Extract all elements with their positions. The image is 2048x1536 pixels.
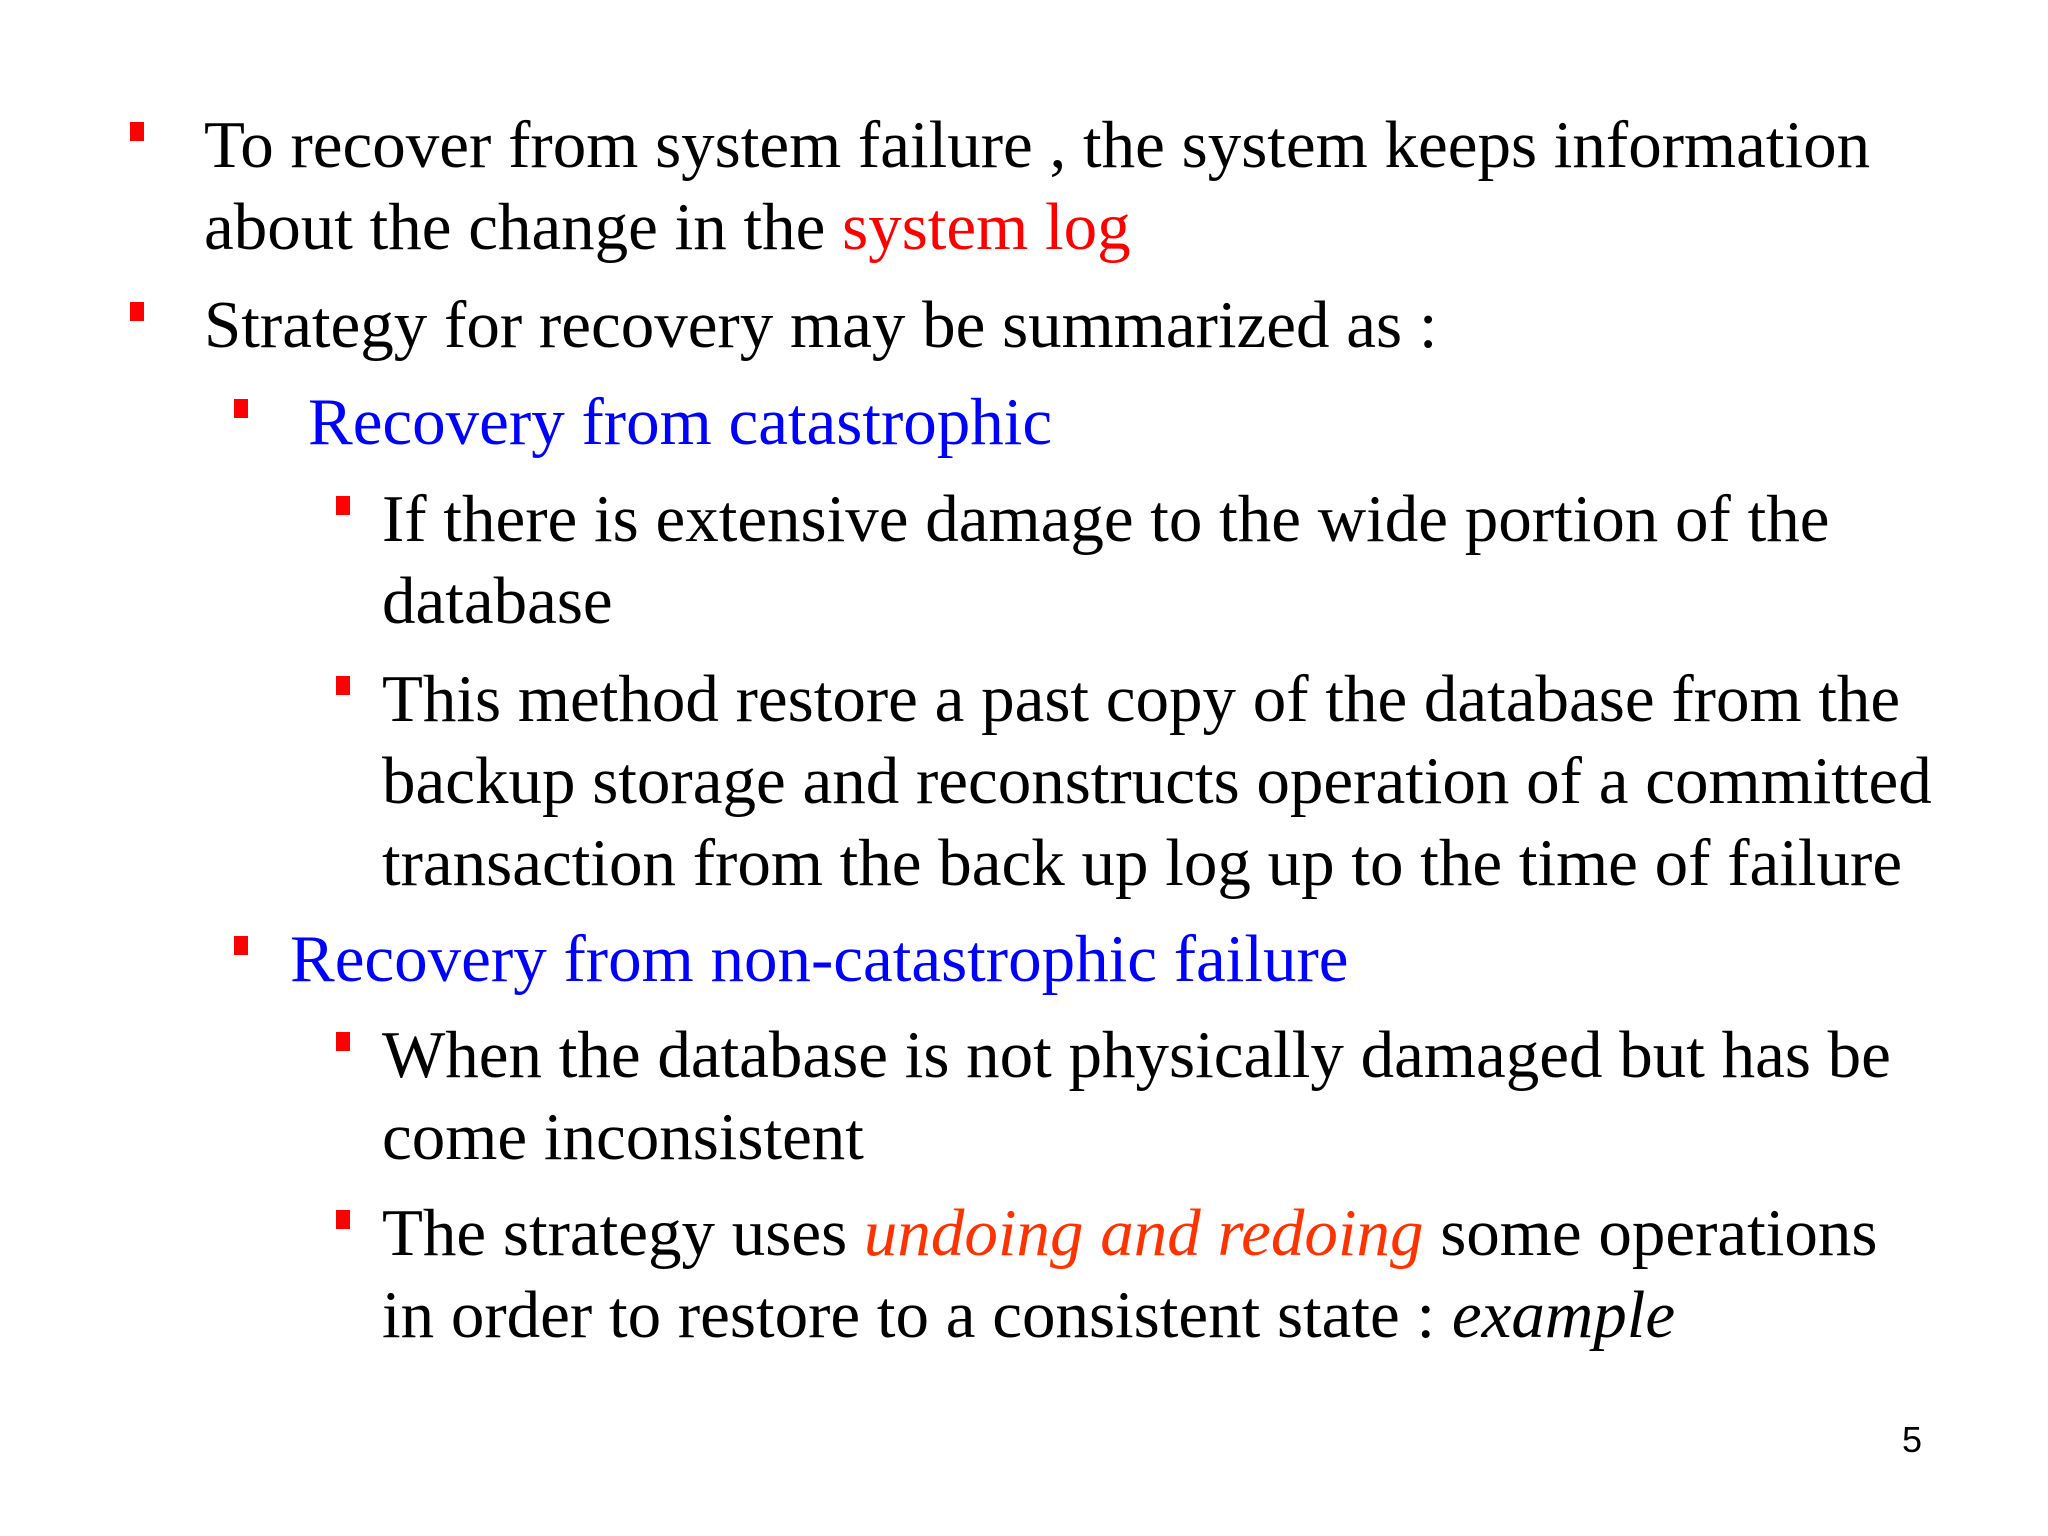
text-line: Recovery from non-catastrophic failure bbox=[290, 922, 1349, 996]
bullet-text bbox=[382, 658, 1932, 904]
text-line: Recovery from catastrophic bbox=[308, 385, 1053, 459]
bullet-text bbox=[290, 918, 1349, 1000]
bullet-text bbox=[382, 1192, 1877, 1356]
bullet-item-system-log bbox=[130, 104, 1930, 274]
text-line: come inconsistent bbox=[382, 1100, 864, 1174]
square-bullet-icon bbox=[336, 1032, 350, 1051]
sub-bullet-non-catastrophic bbox=[234, 918, 1634, 1000]
text-line: database bbox=[382, 564, 613, 638]
square-bullet-icon bbox=[234, 936, 248, 955]
text-line: To recover from system failure , the system keeps information bbox=[204, 108, 1871, 182]
bullet-text bbox=[204, 104, 1870, 268]
square-bullet-icon bbox=[130, 302, 144, 321]
square-bullet-icon bbox=[336, 676, 350, 695]
square-bullet-icon bbox=[336, 1210, 350, 1229]
text-line: backup storage and reconstructs operation of a committed bbox=[382, 744, 1932, 818]
bullet-text bbox=[204, 284, 1437, 366]
sub-sub-bullet-restore-method bbox=[336, 658, 1986, 904]
bullet-text bbox=[382, 478, 1829, 642]
bullet-text bbox=[382, 1014, 1891, 1178]
sub-sub-bullet-extensive-damage bbox=[336, 478, 1986, 642]
square-bullet-icon bbox=[234, 399, 248, 418]
text-line: about the change in the system log bbox=[204, 190, 1131, 264]
bullet-text bbox=[308, 381, 1052, 463]
sub-bullet-catastrophic bbox=[234, 381, 1634, 463]
system-log-highlight: system log bbox=[842, 190, 1131, 264]
square-bullet-icon bbox=[336, 496, 350, 515]
text-line: When the database is not physically damaged but has be bbox=[382, 1018, 1891, 1092]
sub-sub-bullet-not-damaged bbox=[336, 1014, 1986, 1178]
page-number: 5 bbox=[1902, 1419, 1923, 1460]
text-line: The strategy uses undoing and redoing some operations bbox=[382, 1196, 1878, 1270]
sub-sub-bullet-undo-redo bbox=[336, 1192, 1986, 1356]
text-line: This method restore a past copy of the database from the bbox=[382, 662, 1901, 736]
text-line: If there is extensive damage to the wide portion of the bbox=[382, 482, 1830, 556]
example-emphasis: example bbox=[1451, 1278, 1676, 1352]
bullet-item-strategy bbox=[130, 284, 1930, 366]
text-line: in order to restore to a consistent state : example bbox=[382, 1278, 1676, 1352]
undo-redo-emphasis: undoing and redoing bbox=[863, 1196, 1424, 1270]
text-line: Strategy for recovery may be summarized as : bbox=[204, 288, 1438, 362]
text-line: transaction from the back up log up to the time of failure bbox=[382, 826, 1903, 900]
square-bullet-icon bbox=[130, 122, 144, 141]
